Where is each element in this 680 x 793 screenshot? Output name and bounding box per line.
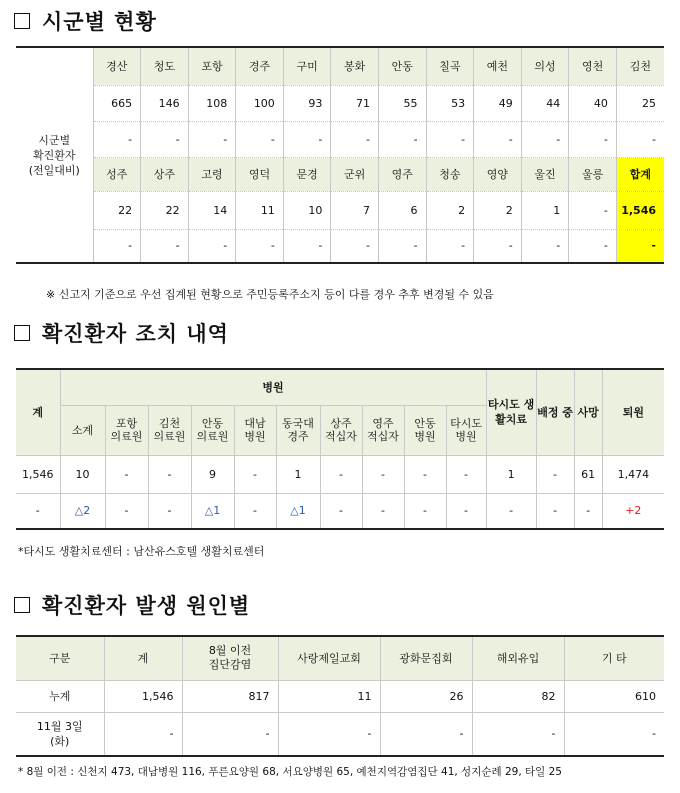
city-name: 구미 [283,47,331,85]
header-center: 타시도 생활치료 [486,369,536,455]
cell: △2 [60,493,105,529]
cell: - [104,712,182,756]
city-name: 성주 [93,157,141,191]
cell: - [564,712,664,756]
cell: - [486,493,536,529]
city-name: 고령 [188,157,236,191]
city-daily: - [616,121,664,157]
cell: 817 [182,680,278,712]
cell: 82 [472,680,564,712]
city-count: 55 [378,85,426,121]
city-count: 22 [141,191,189,229]
city-count: 2 [474,191,522,229]
city-count: 11 [236,191,284,229]
city-name: 청송 [426,157,474,191]
city-name: 울진 [521,157,569,191]
city-name: 칠곡 [426,47,474,85]
city-count: 14 [188,191,236,229]
cell: △1 [276,493,320,529]
cell-discharged-change: +2 [602,493,664,529]
checkbox-icon [14,13,30,29]
city-count: 22 [93,191,141,229]
row-label: 시군별 확진환자 (전일대비) [16,47,93,263]
city-daily: - [283,121,331,157]
cell: - [472,712,564,756]
header-death: 사망 [574,369,602,455]
city-daily: - [426,229,474,263]
city-count: 40 [569,85,617,121]
city-count: 1 [521,191,569,229]
city-name: 봉화 [331,47,379,85]
cell: 10 [60,455,105,493]
cell: - [362,493,404,529]
city-name: 경주 [236,47,284,85]
header-total: 계 [16,369,60,455]
cell: - [574,493,602,529]
cell-total: - [16,493,60,529]
cell: 9 [191,455,234,493]
cell: - [182,712,278,756]
city-daily: - [474,229,522,263]
cell: 61 [574,455,602,493]
section-title-by-city: 시군별 현황 [14,6,157,36]
subheader-hospital: 동국대 경주 [276,405,320,455]
city-name: 영주 [378,157,426,191]
cell: - [148,455,191,493]
city-daily: - [474,121,522,157]
header-church: 사랑제일교회 [278,636,380,680]
cell: - [404,455,446,493]
city-name: 문경 [283,157,331,191]
city-count: 25 [616,85,664,121]
city-name: 김천 [616,47,664,85]
city-count: 93 [283,85,331,121]
subheader-hospital: 타시도 병원 [446,405,486,455]
cell: - [234,455,276,493]
cell: - [320,493,362,529]
cell: 610 [564,680,664,712]
city-count: 146 [141,85,189,121]
total-daily: - [616,229,664,263]
subheader-hospital: 김천 의료원 [148,405,191,455]
cell: - [536,493,574,529]
cell: 1 [486,455,536,493]
cell: - [320,455,362,493]
cell: - [148,493,191,529]
city-daily: - [378,229,426,263]
city-name: 영천 [569,47,617,85]
city-count: 665 [93,85,141,121]
section2-footnote: *타시도 생활치료센터 : 남산유스호텔 생활치료센터 [18,545,265,558]
section1-note: ※ 신고지 기준으로 우선 집계된 현황으로 주민등록주소지 등이 다를 경우 추후 변경될 수 있음 [46,288,494,301]
header-discharged: 퇴원 [602,369,664,455]
city-count: 44 [521,85,569,121]
city-name: 영덕 [236,157,284,191]
city-daily: - [188,229,236,263]
city-daily: - [141,121,189,157]
city-daily: - [521,229,569,263]
city-count: 10 [283,191,331,229]
city-daily: - [521,121,569,157]
city-count: 71 [331,85,379,121]
total-count: 1,546 [616,191,664,229]
city-name: 청도 [141,47,189,85]
cell: 11 [278,680,380,712]
city-count: 2 [426,191,474,229]
city-count: 108 [188,85,236,121]
header-hospital: 병원 [60,369,486,405]
city-daily: - [283,229,331,263]
row-label-cumulative: 누계 [16,680,104,712]
city-daily: - [236,229,284,263]
cell: 1 [276,455,320,493]
city-name: 예천 [474,47,522,85]
city-daily: - [188,121,236,157]
subheader-subtotal: 소계 [60,405,105,455]
cell: - [105,455,148,493]
cell: - [105,493,148,529]
subheader-hospital: 포항 의료원 [105,405,148,455]
header-cluster: 8월 이전 집단감염 [182,636,278,680]
city-status-table [16,46,664,264]
header-assigning: 배정 중 [536,369,574,455]
cell: - [380,712,472,756]
total-label: 합계 [616,157,664,191]
city-count: 53 [426,85,474,121]
city-name: 안동 [378,47,426,85]
city-daily: - [331,229,379,263]
city-daily: - [236,121,284,157]
city-name: 군위 [331,157,379,191]
header-category: 구분 [16,636,104,680]
city-count: 6 [378,191,426,229]
city-count: 49 [474,85,522,121]
subheader-hospital: 대남 병원 [234,405,276,455]
header-overseas: 해외유입 [472,636,564,680]
subheader-hospital: 상주 적십자 [320,405,362,455]
cell: - [536,455,574,493]
city-name: 의성 [521,47,569,85]
cell: - [446,455,486,493]
checkbox-icon [14,597,30,613]
cell: 1,474 [602,455,664,493]
city-name: 경산 [93,47,141,85]
cell: - [404,493,446,529]
cell-total: 1,546 [16,455,60,493]
cell: 1,546 [104,680,182,712]
subheader-hospital: 안동 병원 [404,405,446,455]
city-daily: - [426,121,474,157]
treatment-table [16,368,664,530]
city-count: 7 [331,191,379,229]
cell: - [278,712,380,756]
row-label-date: 11월 3일 (화) [16,712,104,756]
city-count: 100 [236,85,284,121]
checkbox-icon [14,325,30,341]
cell: - [234,493,276,529]
city-daily: - [93,229,141,263]
city-count: - [569,191,617,229]
cell: - [362,455,404,493]
subheader-hospital: 영주 적십자 [362,405,404,455]
city-daily: - [141,229,189,263]
section-title-treatment: 확진환자 조치 내역 [14,318,229,348]
header-other: 기 타 [564,636,664,680]
section-title-cause: 확진환자 발생 원인별 [14,590,250,620]
city-daily: - [569,229,617,263]
header-total: 계 [104,636,182,680]
city-daily: - [93,121,141,157]
cell: △1 [191,493,234,529]
city-name: 영양 [474,157,522,191]
cause-table [16,635,664,757]
cell: 26 [380,680,472,712]
header-rally: 광화문집회 [380,636,472,680]
cell: - [446,493,486,529]
city-name: 울릉 [569,157,617,191]
city-daily: - [331,121,379,157]
city-daily: - [569,121,617,157]
city-name: 상주 [141,157,189,191]
city-name: 포항 [188,47,236,85]
section3-footnote: * 8월 이전 : 신천지 473, 대남병원 116, 푸른요양원 68, 서요양병원 65, 예천지역감염집단 41, 성지순례 29, 타일 25 [18,766,562,778]
subheader-hospital: 안동 의료원 [191,405,234,455]
city-daily: - [378,121,426,157]
